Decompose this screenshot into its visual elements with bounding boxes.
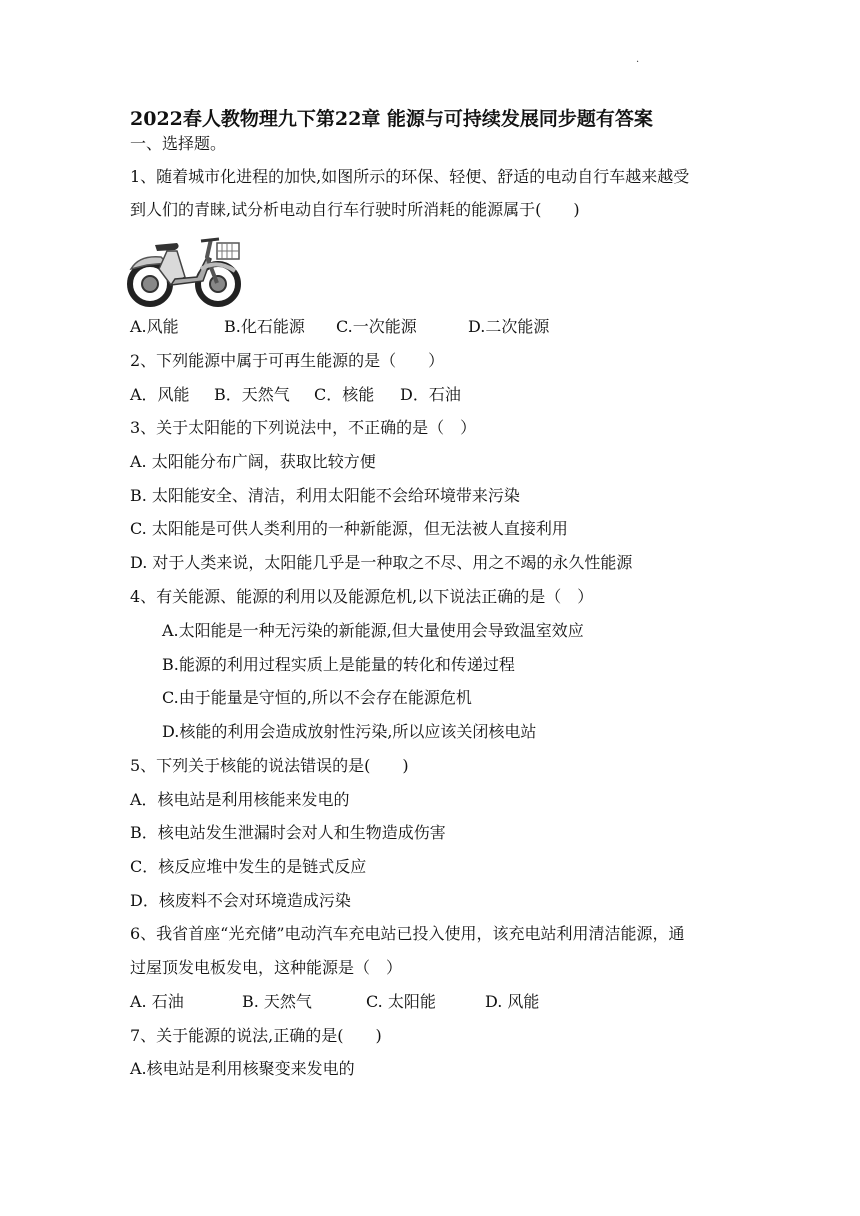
- option-d: D.二次能源: [468, 317, 550, 336]
- header-mark: ·: [636, 57, 640, 68]
- option-d: D. 风能: [485, 992, 540, 1011]
- option-a: A．风能: [130, 385, 190, 404]
- question-2: 2、下列能源中属于可再生能源的是（ ）: [130, 351, 445, 370]
- question-7-option-a: A.核电站是利用核聚变来发电的: [130, 1059, 355, 1078]
- question-5-option-c: C．核反应堆中发生的是链式反应: [130, 857, 367, 876]
- electric-bicycle-image: [127, 229, 243, 309]
- option-b: B. 天然气: [242, 992, 312, 1011]
- option-c: C．核能: [314, 385, 375, 404]
- question-6-options: [130, 991, 750, 1013]
- question-4: 4、有关能源、能源的利用以及能源危机,以下说法正确的是（ ）: [130, 587, 594, 606]
- question-5-option-b: B．核电站发生泄漏时会对人和生物造成伤害: [130, 823, 446, 842]
- option-a: A. 石油: [130, 992, 184, 1011]
- question-3-option-b: B. 太阳能安全、清洁，利用太阳能不会给环境带来污染: [130, 486, 520, 505]
- question-1-options: [130, 316, 750, 338]
- option-b: B.化石能源: [224, 317, 305, 336]
- question-1-line-2: 到人们的青睐,试分析电动自行车行驶时所消耗的能源属于( ): [130, 200, 580, 219]
- option-c: C.一次能源: [336, 317, 417, 336]
- question-4-option-c: C.由于能量是守恒的,所以不会存在能源危机: [162, 688, 472, 707]
- question-6-line-2: 过屋顶发电板发电，这种能源是（ ）: [130, 958, 403, 977]
- question-4-option-d: D.核能的利用会造成放射性污染,所以应该关闭核电站: [162, 722, 537, 741]
- question-6-line-1: 6、我省首座“光充储”电动汽车充电站已投入使用，该充电站利用清洁能源，通: [130, 924, 685, 943]
- question-2-options: [130, 384, 750, 406]
- question-5: 5、下列关于核能的说法错误的是( ): [130, 756, 409, 775]
- question-3-option-c: C. 太阳能是可供人类利用的一种新能源，但无法被人直接利用: [130, 519, 568, 538]
- question-4-option-a: A.太阳能是一种无污染的新能源,但大量使用会导致温室效应: [162, 621, 584, 640]
- option-c: C. 太阳能: [366, 992, 436, 1011]
- question-4-option-b: B.能源的利用过程实质上是能量的转化和传递过程: [162, 655, 515, 674]
- question-1-line-1: 1、随着城市化进程的加快,如图所示的环保、轻便、舒适的电动自行车越来越受: [130, 167, 690, 186]
- option-d: D．石油: [400, 385, 461, 404]
- question-7: 7、关于能源的说法,正确的是( ): [130, 1026, 382, 1045]
- question-3-option-d: D. 对于人类来说，太阳能几乎是一种取之不尽、用之不竭的永久性能源: [130, 553, 633, 572]
- section-heading: 一、选择题。: [130, 134, 227, 153]
- question-5-option-d: D．核废料不会对环境造成污染: [130, 891, 351, 910]
- option-b: B．天然气: [214, 385, 290, 404]
- document-title: 2022春人教物理九下第22章 能源与可持续发展同步题有答案: [130, 108, 653, 130]
- question-3-option-a: A. 太阳能分布广阔，获取比较方便: [130, 452, 376, 471]
- question-3: 3、关于太阳能的下列说法中，不正确的是（ ）: [130, 418, 477, 437]
- question-5-option-a: A．核电站是利用核能来发电的: [130, 790, 350, 809]
- option-a: A.风能: [130, 317, 179, 336]
